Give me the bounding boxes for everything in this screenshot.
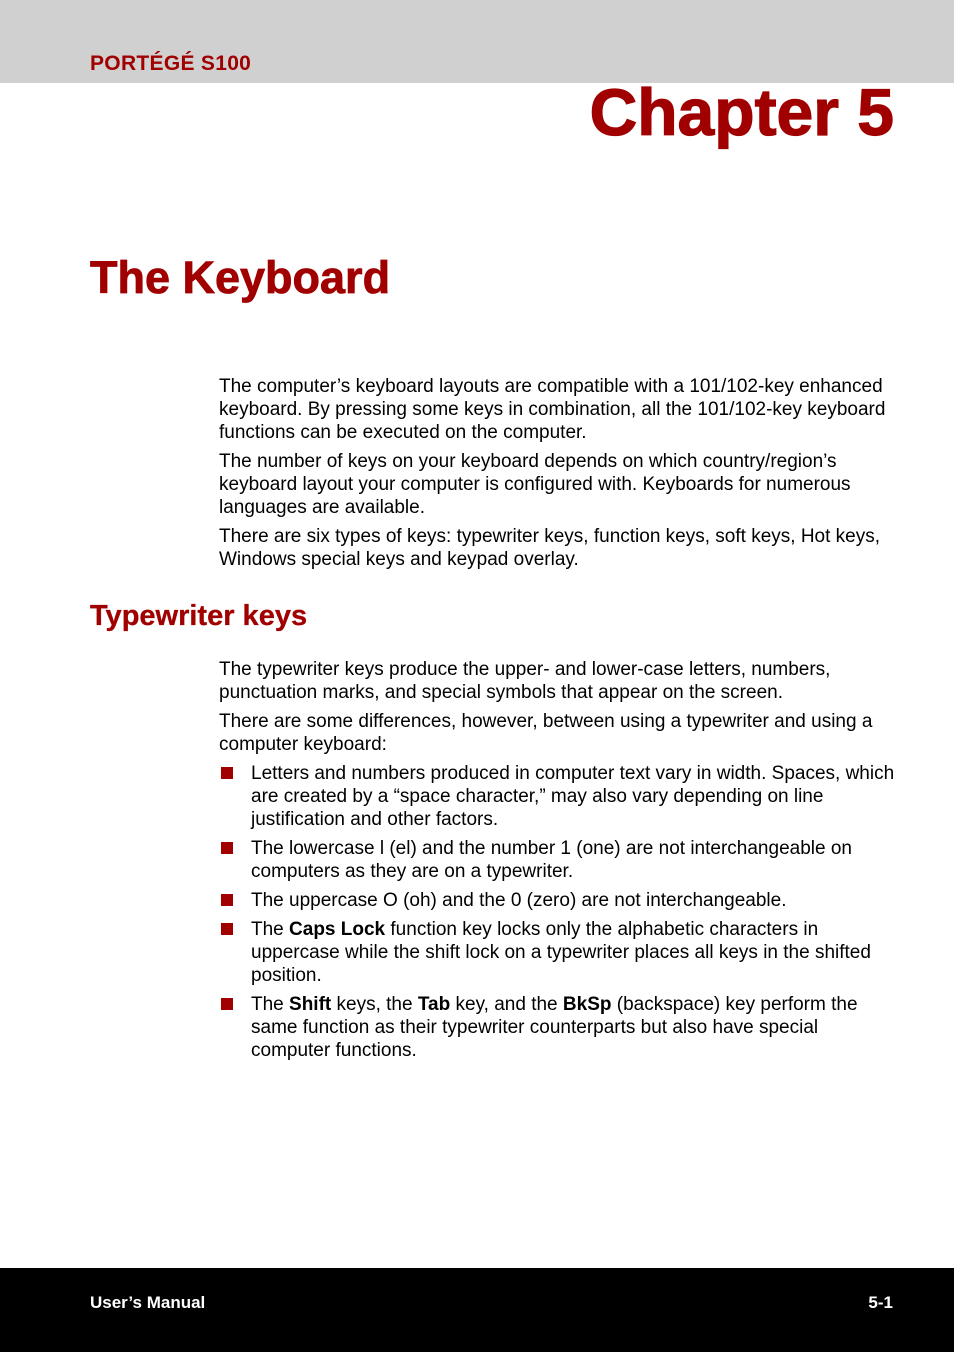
intro-paragraph-3: There are six types of keys: typewriter keys, function keys, soft keys, Hot keys, Windows special keys and keypad overlay. bbox=[219, 526, 881, 570]
list-item bbox=[219, 918, 899, 987]
list-item bbox=[219, 993, 899, 1062]
page-title: The Keyboard bbox=[90, 252, 391, 303]
product-name: PORTÉGÉ S100 bbox=[90, 52, 252, 75]
key-name: Caps Lock bbox=[289, 919, 386, 940]
square-bullet-icon bbox=[221, 842, 233, 854]
square-bullet-icon bbox=[221, 998, 233, 1010]
difference-list bbox=[219, 762, 899, 1062]
key-name: Tab bbox=[417, 994, 451, 1015]
list-item-text: The uppercase O (oh) and the 0 (zero) are not interchangeable. bbox=[251, 890, 787, 911]
list-item bbox=[219, 889, 899, 912]
key-name: Shift bbox=[289, 994, 332, 1015]
key-name: BkSp bbox=[562, 994, 612, 1015]
square-bullet-icon bbox=[221, 894, 233, 906]
intro-paragraph-2: The number of keys on your keyboard depends on which country/region’s keyboard layout your computer is configured with. Keyboards for numerous languages are available. bbox=[219, 451, 851, 518]
section-heading: Typewriter keys bbox=[90, 600, 308, 632]
list-item-text: The Caps Lock function key locks only the alphabetic characters in uppercase while the shift lock on a typewriter places all keys in the shifted position. bbox=[251, 919, 871, 986]
intro-text bbox=[219, 375, 899, 577]
intro-paragraph-1: The computer’s keyboard layouts are compatible with a 101/102-key enhanced keyboard. By pressing some keys in combination, all the 101/102-key keyboard functions can be executed on the computer. bbox=[219, 376, 886, 443]
list-item bbox=[219, 837, 899, 883]
square-bullet-icon bbox=[221, 767, 233, 779]
chapter-number: Chapter 5 bbox=[589, 75, 894, 149]
footer-manual-title: User’s Manual bbox=[90, 1293, 206, 1312]
section-body bbox=[219, 658, 899, 1068]
page-number: 5-1 bbox=[868, 1293, 893, 1312]
list-item-text: Letters and numbers produced in computer text vary in width. Spaces, which are created by a “space character,” may also vary depending on line justification and other factors. bbox=[251, 763, 895, 830]
square-bullet-icon bbox=[221, 923, 233, 935]
section-paragraph-2: There are some differences, however, between using a typewriter and using a computer keyboard: bbox=[219, 711, 873, 755]
list-item-text: The Shift keys, the Tab key, and the BkSp (backspace) key perform the same function as their typewriter counterparts but also have special computer functions. bbox=[251, 994, 858, 1061]
list-item-text: The lowercase l (el) and the number 1 (one) are not interchangeable on computers as they are on a typewriter. bbox=[251, 838, 852, 882]
section-paragraph-1: The typewriter keys produce the upper- and lower-case letters, numbers, punctuation marks, and special symbols that appear on the screen. bbox=[219, 659, 831, 703]
list-item bbox=[219, 762, 899, 831]
